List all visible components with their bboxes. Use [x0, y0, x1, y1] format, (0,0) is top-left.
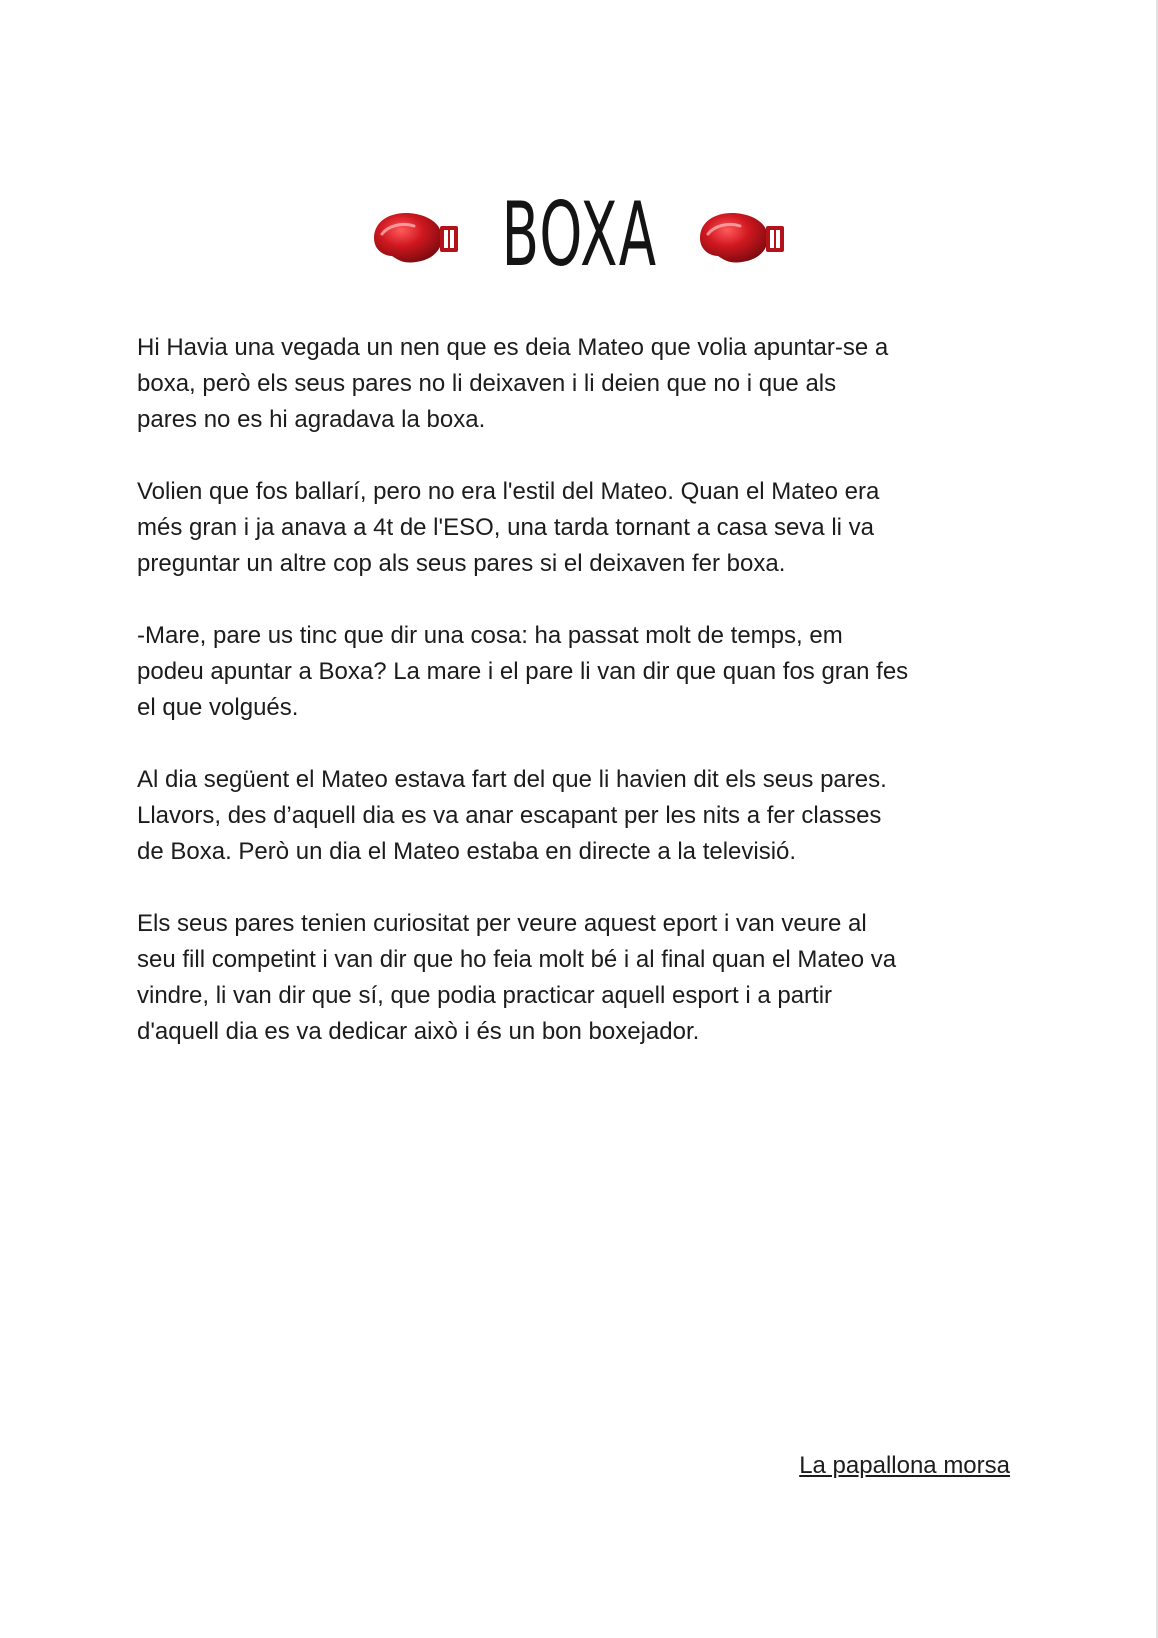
- title-row: [0, 180, 1158, 290]
- paragraph-1: Hi Havia una vegada un nen que es deia Mateo que volia apuntar-se a boxa, però els seus pares no li deixaven i li deien que no i que als pares no es hi agradava la boxa.: [137, 334, 889, 433]
- paragraph-3: -Mare, pare us tinc que dir una cosa: ha passat molt de temps, em podeu apuntar a Boxa? La mare i el pare li van dir que quan fos gran fes el que volgués.: [137, 622, 909, 721]
- story-body: [137, 330, 1017, 1086]
- paragraph-5: Els seus pares tenien curiositat per veure aquest eport i van veure al seu fill competint i van dir que ho feia molt bé i al final quan el Mateo va vindre, li van dir que sí, que podia practicar aquell esport i a partir d'aquell dia es va dedicar això i és un bon boxejador.: [137, 910, 897, 1045]
- page-title: BOXA: [501, 183, 657, 286]
- boxing-glove-icon: [694, 204, 790, 274]
- boxing-glove-icon: [368, 204, 464, 274]
- paragraph-2: Volien que fos ballarí, pero no era l'estil del Mateo. Quan el Mateo era més gran i ja anava a 4t de l'ESO, una tarda tornant a casa seva li va preguntar un altre cop als seus pares si el deixaven fer boxa.: [137, 478, 880, 577]
- paragraph-4: Al dia següent el Mateo estava fart del que li havien dit els seus pares. Llavors, des d’aquell dia es va anar escapant per les nits a fer classes de Boxa. Però un dia el Mateo estaba en directe a la televisió.: [137, 766, 887, 865]
- author-signature: La papallona morsa: [799, 1452, 1010, 1479]
